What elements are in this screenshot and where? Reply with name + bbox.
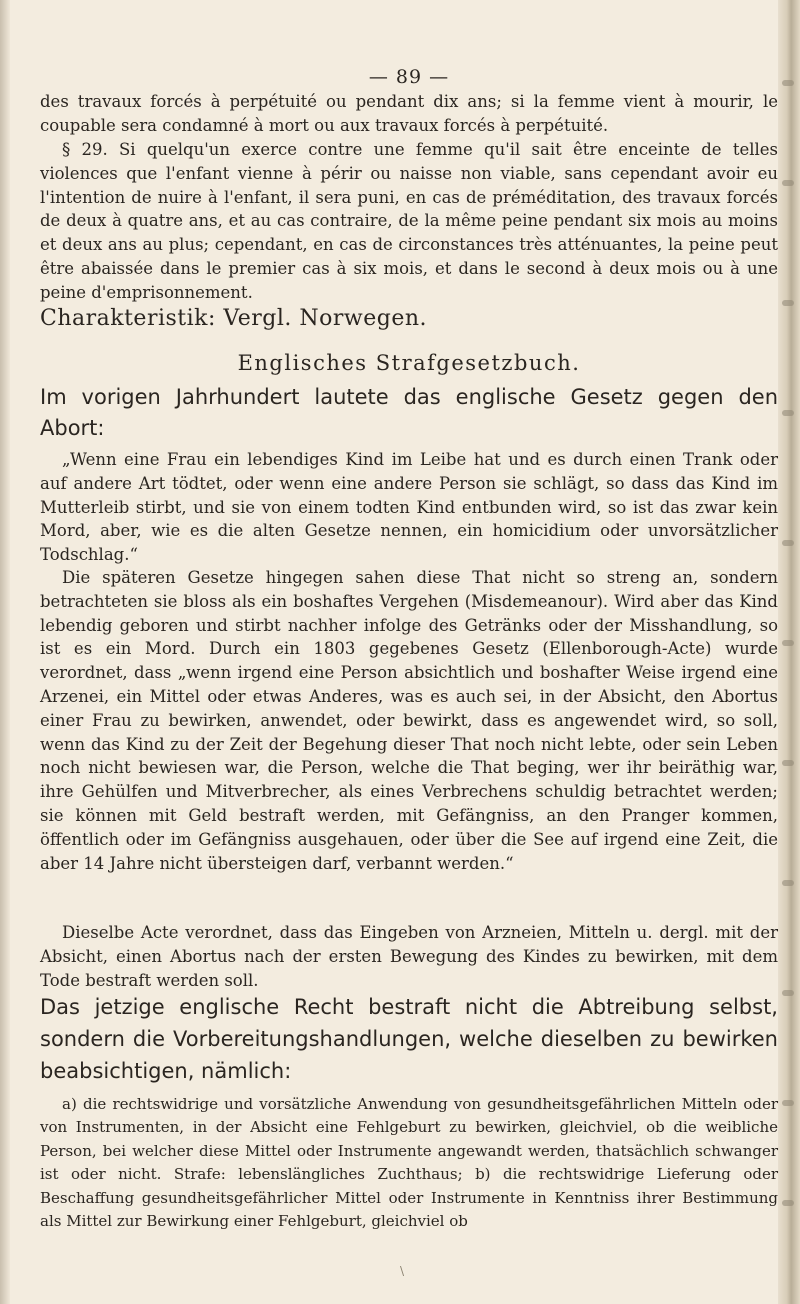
ink-speck: \ xyxy=(400,1264,405,1278)
charakteristik-line: Charakteristik: Vergl. Norwegen. xyxy=(40,306,428,331)
paragraph-list: a) die rechtswidrige und vorsätzliche Anwendung von gesundheitsgefährlichen Mitteln oder von Instrumenten, in der Absicht eine Fehlgeburt zu bewirken, gleichviel, ob die weibliche Person, bei welcher diese Mittel oder Instrumente angewandt werden, thatsächlich schwanger ist oder nicht. Strafe: lebenslängliches Zuchthaus; b) die rechtswidrige Lieferung oder Beschaffung gesundheitsgefährlicher Mittel oder Instrumente in Kenntniss ihrer Bestimmung als Mittel zur Bewirkung einer Fehlgeburt, gleichviel ob xyxy=(40,1095,778,1231)
quote-old-law: „Wenn eine Frau ein lebendiges Kind im Leibe hat und es durch einen Trank oder auf andere Art tödtet, oder wenn eine andere Person sie schlägt, so dass das Kind im Mutterleib stirbt, und sie von einem todten Kind entbunden wird, so ist das zwar kein Mord, aber, wie es die alten Gesetze nennen, ein homicidium oder unvorsätzlicher Todschlag.“ xyxy=(40,450,778,565)
page-number: — 89 — xyxy=(368,66,450,88)
paragraph-current-law: Das jetzige englische Recht bestraft nicht die Abtreibung selbst, sondern die Vorbereitungshandlungen, welche dieselben zu bewirken beabsichtigen, nämlich: xyxy=(40,995,778,1083)
intro-heading: Im vorigen Jahrhundert lautete das englische Gesetz gegen den Abort: xyxy=(40,385,778,440)
paragraph-later-laws: Die späteren Gesetze hingegen sahen diese That nicht so streng an, sondern betrachteten sie bloss als ein boshaftes Vergehen (Misdemeanour). Wird aber das Kind lebendig geboren und stirbt nachher infolge des Getränks oder der Misshandlung, so ist es ein Mord. Durch ein 1803 gegebenes Gesetz (Ellenborough-Acte) wurde verordnet, dass „wenn irgend eine Person absichtlich und boshafter Weise irgend eine Arzenei, ein Mittel oder etwas Anderes, was es auch sei, in der Absicht, den Abortus einer Frau zu bewirken, anwendet, oder bewirkt, dass es angewendet wird, so soll, wenn das Kind zu der Zeit der Begehung dieser That noch nicht lebte, oder sein Leben noch nicht bewiesen war, die Person, welche die That beging, wer ihr beiräthig war, ihre Gehülfen und Mitverbrecher, als eines Verbrechens schuldig betrachtet werden; sie können mit Geld bestraft werden, mit Gefängniss, an den Pranger kommen, öffentlich oder im Gefängniss ausgehauen, oder über die See auf irgend eine Zeit, die aber 14 Jahre nicht übersteigen darf, verbannt werden.“ xyxy=(40,568,778,873)
page-edge xyxy=(778,0,800,1304)
section-title: Englisches Strafgesetzbuch. xyxy=(237,351,581,375)
paragraph-acte: Dieselbe Acte verordnet, dass das Eingeben von Arzneien, Mitteln u. dergl. mit der Absicht, einen Abortus nach der ersten Bewegung des Kindes zu bewirken, mit dem Tode bestraft werden soll. xyxy=(40,923,778,990)
paragraph-section-29: § 29. Si quelqu'un exerce contre une femme qu'il sait être enceinte de telles violences que l'enfant vienne à périr ou naisse non viable, sans cependant avoir eu l'intention de nuire à l'enfant, il sera puni, en cas de préméditation, des travaux forcés de deux à quatre ans, et au cas contraire, de la même peine pendant six mois au moins et deux ans au plus; cependant, en cas de circonstances très atténuantes, la peine peut être abaissée dans le premier cas à six mois, et dans le second à deux mois ou à une peine d'emprisonnement. xyxy=(40,140,778,302)
paragraph-travaux: des travaux forcés à perpétuité ou pendant dix ans; si la femme vient à mourir, le coupable sera condamné à mort ou aux travaux forcés à perpétuité. xyxy=(40,92,778,135)
page-gutter-shadow xyxy=(0,0,10,1304)
